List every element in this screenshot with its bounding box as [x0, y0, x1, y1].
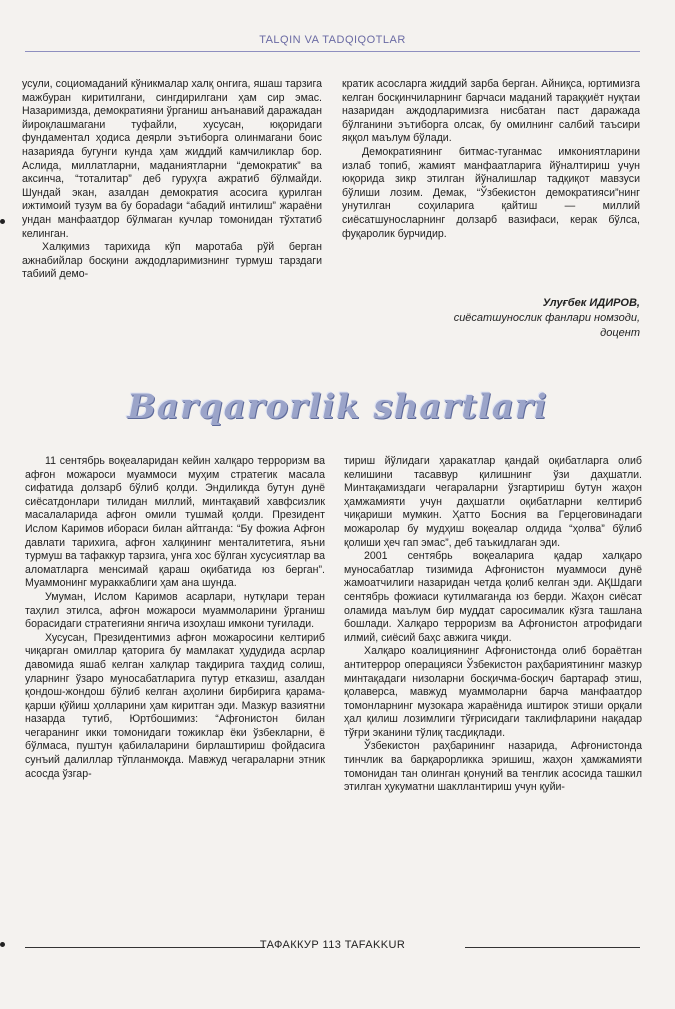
- article2-left-column: [25, 455, 325, 781]
- paragraph: усули, социомаданий кўникмалар халқ онгига, яшаш тарзига мажбуран киритилгани, сингдирилгани ҳам сир эмас. Назаримизда, демократияни ўрганиш анъанавий даражадан йироқлашмагани туфайли, хусусан, юқоридаги фундаментал ҳодиса деярли эътиборга олинмагани боис назарияда бугунги кунда ҳам жиддий камчиликлар бор. Аслида, миллатларни, маданиятларни “демократик” ва аксинча, “тоталитар” деб гуруҳга ажратиб бўлмайди. Шундай экан, азалдан демократия асосига қурилган ижтимоий тузум ва бу бораdagи “абадий интилиш” жараёни ундан манфаатдор бўлмаган кучлар томонидан тўхтатиб келинган.: [22, 78, 322, 240]
- author-signature: [342, 296, 640, 341]
- section-title: TALQIN VA TADQIQOTLAR: [259, 34, 406, 46]
- author-role: сиёсатшунослик фанлари номзоди,: [453, 312, 640, 324]
- paragraph: Халқаро коалициянинг Афғонистонда олиб бораётган антитеррор операцияси Ўзбекистон раҳбариятининг мазкур минтақадаги низоларни босқичма-босқич бартараф этиш, қолаверса, мавжуд муаммоларни барча манфаатдор томонларнинг музокара жараёнида иштирок этиши орқали ҳал қилиш лозимлиги тўғрисидаги таклифларини нақадар тўғри эканини тўлиқ тасдиқлади.: [344, 645, 642, 739]
- paragraph: Умуман, Ислом Каримов асарлари, нутқлари теран таҳлил этилса, афғон можароси муаммоларини ўрганиш борасидаги стратегияни янгича изоҳлаш имкони туғилади.: [25, 590, 325, 631]
- paragraph: Демократиянинг битмас-туганмас имкониятларини излаб топиб, жамият манфаатларига йўналтириш учун юқорида зикр этилган йўналишлар тадқиқот мавзуси бўлиши лозим. Демак, “Ўзбекистон демократияси”нинг унутилган соҳиларига қайтиш — миллий сиёсатшуносларнинг долзарб вазифаси, керак бўлса, фуқаролик бурчидир.: [342, 145, 640, 240]
- author-name: Улуғбек ИДИРОВ,: [542, 297, 640, 309]
- paragraph: Халқимиз тарихида кўп маротаба рўй берган ажнабийлар босқини аждодларимизнинг турмуш тарздаги табиий демо-: [22, 241, 322, 281]
- article1-left-column: [22, 78, 322, 282]
- page-footer: [25, 938, 640, 954]
- article-title: Barqarorlik shartlari: [127, 387, 548, 427]
- binding-hole-mark: [0, 219, 5, 224]
- binding-hole-mark: [0, 942, 5, 947]
- paragraph: Ўзбекистон раҳбарининг назарида, Афғонистонда тинчлик ва барқарорликка эришиш, жаҳон ҳамжамияти томонидан тан олинган қонуний ва тенглик асосида ташкил этилган ҳукуматни шакллантириш учун қуйи-: [344, 740, 642, 794]
- header-rule: [25, 51, 640, 52]
- paragraph: тириш йўлидаги ҳаракатлар қандай оқибатларга олиб келишини тасаввур қилишнинг ўзи даҳшатли. Минтақамиздаги чегараларни ўзгартириш бутун жаҳон ҳамжамияти учун даҳшатли оқибатларни келтириб чиқариши мумкин. Ҳатто Босния ва Герцеговинадаги можаролар бу мудҳиш воқеалар олдида “ҳолва” бўлиб қолиши ҳеч гап эмас”, деб таъкидлаган эди.: [344, 455, 642, 549]
- footer-text: ТАФАККУР 113 TAFAKKUR: [259, 939, 406, 951]
- footer-rule: [465, 947, 640, 948]
- article1-right-column: [342, 78, 640, 241]
- author-role: доцент: [600, 327, 640, 339]
- article2-right-column: [344, 455, 642, 795]
- paragraph: кратик асосларга жиддий зарба берган. Айниқса, юртимизга келган босқинчиларнинг барчаси маданий тараққиёт нуқтаи назаридан аждодларимизга нисбатан паст даражада бўлганини эътиборга олсак, бу омилнинг салбий таъсири яққол маълум бўлади.: [342, 78, 640, 145]
- running-header: [25, 34, 640, 52]
- paragraph: Хусусан, Президентимиз афғон можаросини келтириб чиқарган омиллар қаторига бу мамлакат ҳудудида асрлар давомида яшаб келган халқлар тақдирига таҳдид солиш, уларнинг ўзаро муносабатларига путур етказиш, азалдан қондош-жондош бўлиб келган аҳолини бирбирига қарама-қарши қўйиш ҳолларини ҳам киритган эди. Мазкур вазиятни назарда тутиб, Юртбошимиз: “Афғонистон билан чегаранинг икки томонидаги тожиклар ёки ўзбекларни, ё бўлмаса, пуштун қабилаларини бирлаштириш фойдасига сунъий далиллар тўпланмоқда. Мавжуд чегараларни этник асосда ўзгар-: [25, 631, 325, 780]
- paragraph: 2001 сентябрь воқеаларига қадар халқаро муносабатлар тизимида Афғонистон муаммоси дунё жамоатчилиги назаридан четда қолиб келган эди. АҚШдаги сентябрь фожиаси кутилмаганда юз берди. Жаҳон сиёсат оламида маълум бир муддат саросималик кўзга ташлана бошлади. Халқаро терроризм ва Афғонистон атрофидаги илмий, сиёсий баҳс авжига чиқди.: [344, 550, 642, 644]
- paragraph: 11 сентябрь воқеаларидан кейин халқаро терроризм ва афғон можароси муаммоси муҳим стратегик масала сифатида долзарб бўлиб қолди. Эндиликда бутун дунё сиёсатдонлари тилидан миллий, минтақавий хавфсизлик масалаларида афғон омили тушмай қолди. Президент Ислом Каримов ибораси билан айтганда: “Бу фожиа Афғон давлати тарихига, афғон халқининг менталитетига, яъни турмуш ва тафаккур тарзига, унга хос бўлган хусусиятлар ва аломатларга менсимай қараш оқибатида юз берган”. Муаммонинг мураккаблиги ҳам ана шунда.: [25, 455, 325, 590]
- article-title-banner: [0, 375, 675, 445]
